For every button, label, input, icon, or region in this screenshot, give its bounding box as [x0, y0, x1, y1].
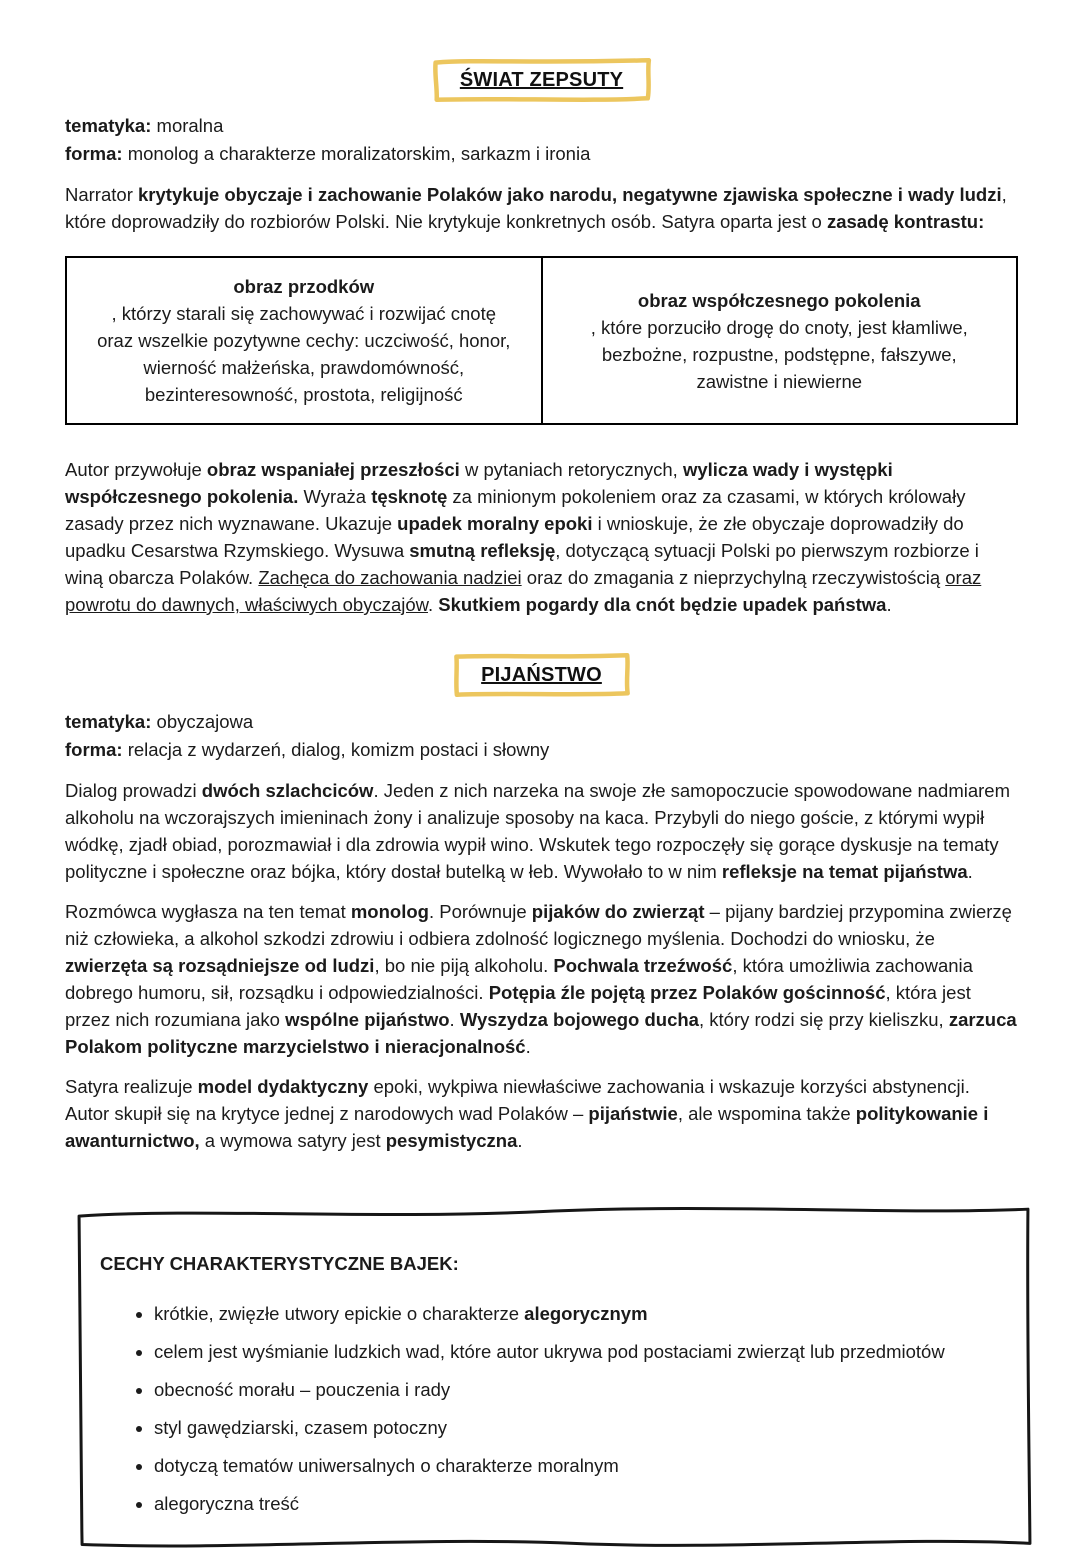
bajki-box-title: CECHY CHARAKTERYSTYCZNE BAJEK:: [100, 1253, 459, 1274]
section-title-box-pijanstwo: [451, 651, 632, 698]
pijanstwo-paragraph-2: Rozmówca wygłasza na ten temat monolog. Porównuje pijaków do zwierząt – pijany bardziej przypomina zwierzę niż człowieka, a alkohol szkodzi zdrowiu i odbiera zdolność logicznego myślenia. Dochodzi do wniosku, że zwierzęta są rozsądniejsze od ludzi, bo nie piją alkoholu. Pochwala trzeźwość, która umożliwia zachowania dobrego humoru, sił, rozsądku i odpowiedzialności. Potępia źle pojętą przez Polaków gościnność, która jest przez nich rozumiana jako wspólne pijaństwo. Wyszydza bojowego ducha, który rodzi się przy kieliszku, zarzuca Polakom polityczne marzycielstwo i nieracjonalność.: [65, 901, 1017, 1057]
list-item: • obecność morału – pouczenia i rady: [154, 1376, 1007, 1403]
list-item: • dotyczą tematów uniwersalnych o charakterze moralnym: [154, 1452, 1007, 1479]
pijanstwo-paragraph-3: Satyra realizuje model dydaktyczny epoki, wykpiwa niewłaściwe zachowania i wskazuje korzyści abstynencji. Autor skupił się na krytyce jednej z narodowych wad Polaków – pijaństwie, ale wspomina także politykowanie i awanturnictwo, a wymowa satyry jest pesymistyczna.: [65, 1076, 989, 1151]
list-item: • celem jest wyśmianie ludzkich wad, które autor ukrywa pod postaciami zwierząt lub przedmiotów: [154, 1338, 1007, 1365]
table-cell-ancestors: obraz przodków , którzy starali się zachowywać i rozwijać cnotę oraz wszelkie pozytywne cechy: uczciwość, honor, wierność małżeńska, prawdomówność, bezinteresowność, prostota, religijność: [67, 258, 543, 423]
bajki-features-box: [70, 1200, 1037, 1556]
list-item: • krótkie, zwięzłe utwory epickie o charakterze alegorycznym: [154, 1300, 1007, 1327]
list-item: • styl gawędziarski, czasem potoczny: [154, 1414, 1007, 1441]
list-item: • alegoryczna treść: [154, 1490, 1007, 1517]
forma-line: forma: relacja z wydarzeń, dialog, komizm postaci i słowny: [65, 739, 550, 760]
intro-paragraph: Narrator krytykuje obyczaje i zachowanie Polaków jako narodu, negatywne zjawiska społeczne i wady ludzi, które doprowadziły do rozbiorów Polski. Nie krytykuje konkretnych osób. Satyra oparta jest o zasadę kontrastu:: [65, 184, 1007, 232]
title-box-wrap-swiat-zepsuty: [65, 56, 1018, 103]
bajki-box-content: [100, 1250, 1007, 1517]
analysis-paragraph: Autor przywołuje obraz wspaniałej przeszłości w pytaniach retorycznych, wylicza wady i występki współczesnego pokolenia. Wyraża tęsknotę za minionym pokoleniem oraz za czasami, w których królowały zasady przez nich wyznawane. Ukazuje upadek moralny epoki i wnioskuje, że złe obyczaje doprowadziły do upadku Cesarstwa Rzymskiego. Wysuwa smutną refleksję, dotyczącą sytuacji Polski po pierwszym rozbiorze i winą obarcza Polaków. Zachęca do zachowania nadziei oraz do zmagania z nieprzychylną rzeczywistością oraz powrotu do dawnych, właściwych obyczajów. Skutkiem pogardy dla cnót będzie upadek państwa.: [65, 459, 982, 615]
pijanstwo-paragraph-1: Dialog prowadzi dwóch szlachciców. Jeden z nich narzeka na swoje złe samopoczucie spowodowane nadmiarem alkoholu na wczorajszych imieninach żony i analizuje sposoby na kaca. Przybyli do niego goście, z którymi wypił wódkę, zjadł obiad, porozmawiał i dla zdrowia wypił wino. Wskutek tego rozpoczęły się gorące dyskusje na tematy polityczne i społeczne oraz bójka, który dostał butelką w łeb. Wywołało to w nim refleksje na temat pijaństwa.: [65, 780, 1010, 882]
bajki-bullet-list: [100, 1300, 1007, 1517]
tematyka-line: tematyka: moralna: [65, 115, 224, 136]
section-title-box-swiat-zepsuty: [430, 56, 653, 103]
title-box-wrap-pijanstwo: [65, 651, 1018, 698]
table-cell-contemporary-generation: obraz współczesnego pokolenia , które porzuciło drogę do cnoty, jest kłamliwe, bezbożne, rozpustne, podstępne, fałszywe, zawistne i niewierne: [590, 289, 968, 392]
section-title-pijanstwo: PIJAŃSTWO: [481, 664, 602, 686]
forma-line: forma: monolog a charakterze moralizatorskim, sarkazm i ironia: [65, 143, 591, 164]
tematyka-line: tematyka: obyczajowa: [65, 711, 254, 732]
section-title-swiat-zepsuty: ŚWIAT ZEPSUTY: [459, 69, 624, 91]
contrast-table: [65, 256, 1018, 425]
